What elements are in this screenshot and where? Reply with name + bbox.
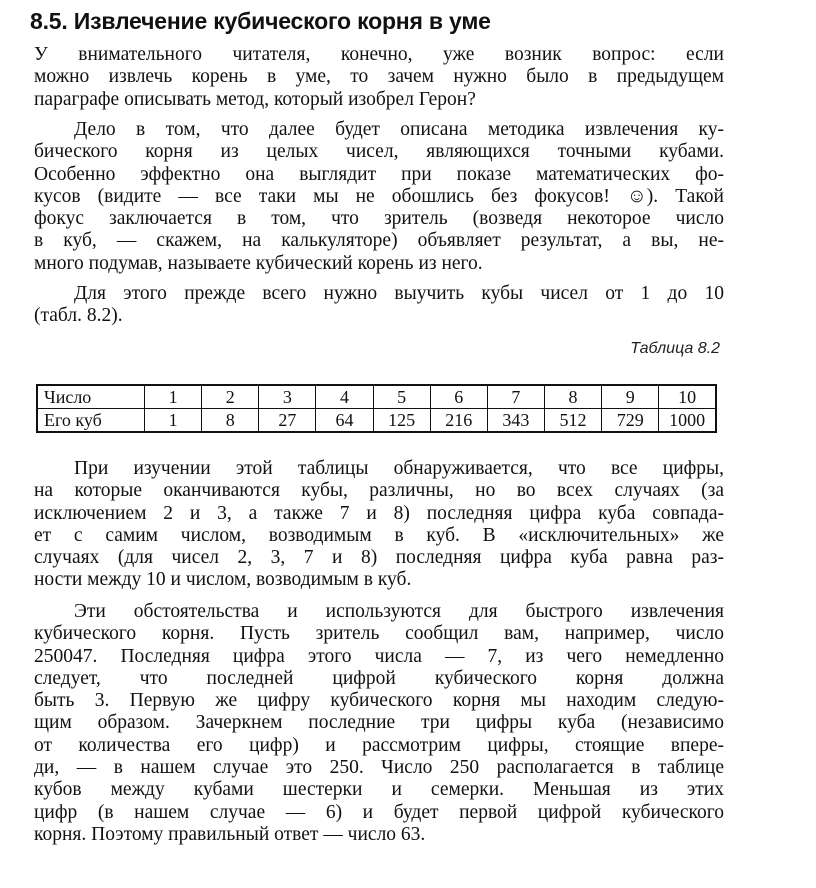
text-line: много подумав, называете кубический корень из него. <box>34 252 483 274</box>
row-label-number: Число <box>37 385 145 409</box>
section-heading: 8.5. Извлечение кубического корня в уме <box>30 8 491 34</box>
paragraph-example <box>34 601 724 846</box>
text-line: цифр (в нашем случае — 6) и будет первой цифрой кубического <box>34 801 724 823</box>
table-row-cubes <box>37 409 716 433</box>
text-line: При изучении этой таблицы обнаруживается, что все цифры, <box>74 458 724 479</box>
text-line: Дело в том, что далее будет описана методика извлечения ку- <box>74 119 724 140</box>
text-line: (табл. 8.2). <box>34 305 123 327</box>
cubes-table <box>36 384 717 433</box>
text-line: Эти обстоятельства и используются для быстрого извлечения <box>74 601 724 622</box>
table-cell-cube: 8 <box>202 409 259 433</box>
text-line: кусов (видите — все таки мы не обошлись без фокусов! ☺). Такой <box>34 185 724 207</box>
text-line: фокус заключается в том, что зритель (возведя некоторое число <box>34 208 724 230</box>
text-line: кубического корня. Пусть зритель сообщил вам, например, число <box>34 623 724 645</box>
text-line: 250047. Последняя цифра этого числа — 7, из чего немедленно <box>34 645 724 667</box>
text-line: кубов между кубами шестерки и семерки. Меньшая из этих <box>34 779 724 801</box>
table-cell-cube: 1 <box>145 409 202 433</box>
text-line: исключением 2 и 3, а также 7 и 8) последняя цифра куба совпада- <box>34 502 724 524</box>
paragraph-method <box>34 119 724 275</box>
table-cell-number: 1 <box>145 385 202 409</box>
table-cell-cube: 512 <box>544 409 601 433</box>
paragraph-observation <box>34 458 724 592</box>
table-cell-cube: 729 <box>602 409 659 433</box>
text-line: ности между 10 и числом, возводимым в куб. <box>34 569 412 591</box>
table-cell-number: 8 <box>544 385 601 409</box>
text-line: корня. Поэтому правильный ответ — число 63. <box>34 823 426 845</box>
table-cell-number: 10 <box>659 385 716 409</box>
text-line: ди, — в нашем случае это 250. Число 250 располагается в таблице <box>34 757 724 779</box>
text-line: на которые оканчиваются кубы, различны, но во всех случаях (за <box>34 480 724 502</box>
text-line: параграфе описывать метод, который изобрел Герон? <box>34 88 476 110</box>
paragraph-learn-cubes <box>34 283 724 328</box>
paragraph-intro <box>34 44 724 111</box>
table-cell-number: 5 <box>373 385 430 409</box>
text-line: Для этого прежде всего нужно выучить кубы чисел от 1 до 10 <box>74 283 724 304</box>
table-cell-number: 4 <box>316 385 373 409</box>
table-cell-cube: 216 <box>430 409 487 433</box>
table-cell-cube: 1000 <box>659 409 716 433</box>
text-line: случаях (для чисел 2, 3, 7 и 8) последняя цифра куба равна раз- <box>34 547 724 569</box>
text-line: бического корня из целых чисел, являющихся точными кубами. <box>34 141 724 163</box>
text-line: У внимательного читателя, конечно, уже возник вопрос: если <box>34 44 724 65</box>
table-cell-number: 2 <box>202 385 259 409</box>
text-line: можно извлечь корень в уме, то зачем нужно было в предыдущем <box>34 66 724 88</box>
text-line: ет с самим числом, возводимым в куб. В «исключительных» же <box>34 524 724 546</box>
table-row-numbers <box>37 385 716 409</box>
table-cell-number: 7 <box>487 385 544 409</box>
table-cell-cube: 125 <box>373 409 430 433</box>
table-cell-number: 9 <box>602 385 659 409</box>
text-line: в куб, — скажем, на калькуляторе) объявляет результат, а вы, не- <box>34 230 724 252</box>
row-label-cube: Его куб <box>37 409 145 433</box>
table-cell-number: 6 <box>430 385 487 409</box>
table-cell-cube: 27 <box>259 409 316 433</box>
table-cell-number: 3 <box>259 385 316 409</box>
text-line: Особенно эффектно она выглядит при показе математических фо- <box>34 163 724 185</box>
text-line: щим образом. Зачеркнем последние три цифры куба (независимо <box>34 712 724 734</box>
table-cell-cube: 64 <box>316 409 373 433</box>
table-caption: Таблица 8.2 <box>630 340 720 357</box>
text-line: быть 3. Первую же цифру кубического корня мы находим следую- <box>34 690 724 712</box>
text-line: от количества его цифр) и рассмотрим цифры, стоящие впере- <box>34 734 724 756</box>
text-line: следует, что последней цифрой кубического корня должна <box>34 667 724 689</box>
table-cell-cube: 343 <box>487 409 544 433</box>
